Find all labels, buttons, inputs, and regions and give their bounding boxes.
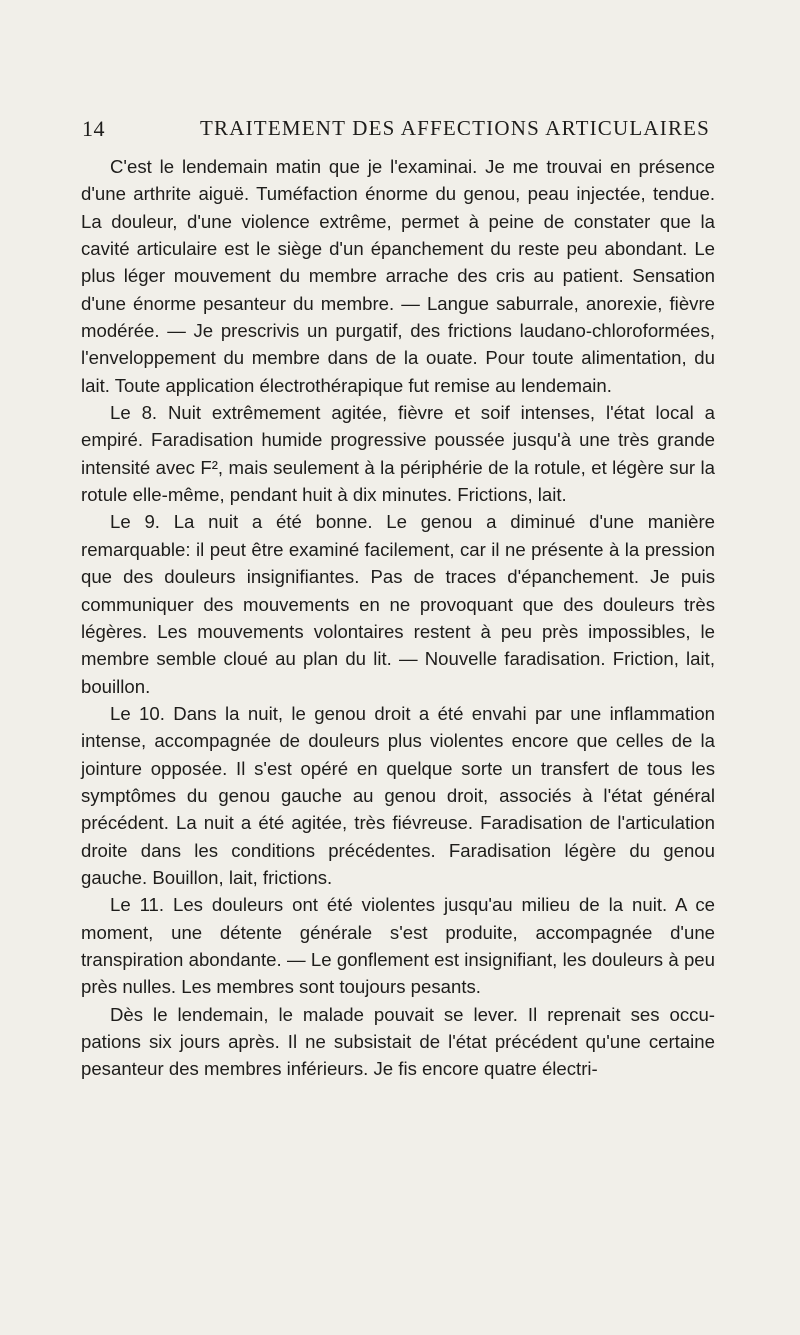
paragraph-examination: C'est le lendemain matin que je l'examinai. Je me trouvai en présence d'une arthrite aiguë. Tuméfaction énorme du genou, peau injectée, tendue. La douleur, d'une violence extrême, permet à peine de constater que la cavité articulaire est le siège d'un épanchement du reste peu abondant. Le plus léger mouvement du membre arrache des cris au patient. Sensation d'une énorme pesanteur du membre. — Langue saburrale, anorexie, fièvre modérée. — Je prescrivis un purgatif, des frictions laudano-chloroformées, l'enveloppement du membre dans de la ouate. Pour toute alimentation, du lait. Toute application électrothérapique fut remise au lendemain. <box>81 156 715 396</box>
paragraph-recovery: Dès le lendemain, le malade pouvait se lever. Il reprenait ses occupations six jours après. Il ne subsistait de l'état précédent qu'une certaine pesanteur des membres inférieurs. Je fis encore quatre électri- <box>81 1003 715 1080</box>
page-number: 14 <box>82 116 105 141</box>
body-text <box>81 153 715 1083</box>
paragraph-day-9: Le 9. La nuit a été bonne. Le genou a diminué d'une manière remarquable: il peut être examiné facilement, car il ne présente à la pression que des douleurs insignifiantes. Pas de traces d'épanchement. Je puis communiquer des mouvements en ne provoquant que des douleurs très légères. Les mouvements volontaires restent à peu près impossibles, le membre semble cloué au plan du lit. — Nouvelle faradisation. Friction, lait, bouillon. <box>81 511 715 697</box>
paragraph-day-8: Le 8. Nuit extrêmement agitée, fièvre et soif intenses, l'état local a empiré. Faradisation humide progressive poussée jusqu'à une très grande intensité avec F², mais seulement à la périphérie de la rotule, et légère sur la rotule elle-même, pendant huit à dix minutes. Frictions, lait. <box>81 402 715 506</box>
running-header <box>82 116 732 146</box>
paragraph-day-10: Le 10. Dans la nuit, le genou droit a été envahi par une inflammation intense, accompagnée de douleurs plus violentes encore que celles de la jointure opposée. Il s'est opéré en quelque sorte un transfert de tous les symptômes du genou gauche au genou droit, associés à l'état général précédent. La nuit a été agitée, très fiévreuse. Faradisation de l'articulation droite dans les conditions précédentes. Faradisation légère du genou gauche. Bouillon, lait, frictions. <box>81 702 715 888</box>
running-title: TRAITEMENT DES AFFECTIONS ARTICULAIRES <box>200 116 711 140</box>
paragraph-day-11: Le 11. Les douleurs ont été violentes jusqu'au milieu de la nuit. A ce moment, une détente générale s'est produite, accompagnée d'une transpiration abondante. — Le gonflement est insignifiant, les douleurs à peu près nulles. Les membres sont toujours pesants. <box>81 894 715 998</box>
